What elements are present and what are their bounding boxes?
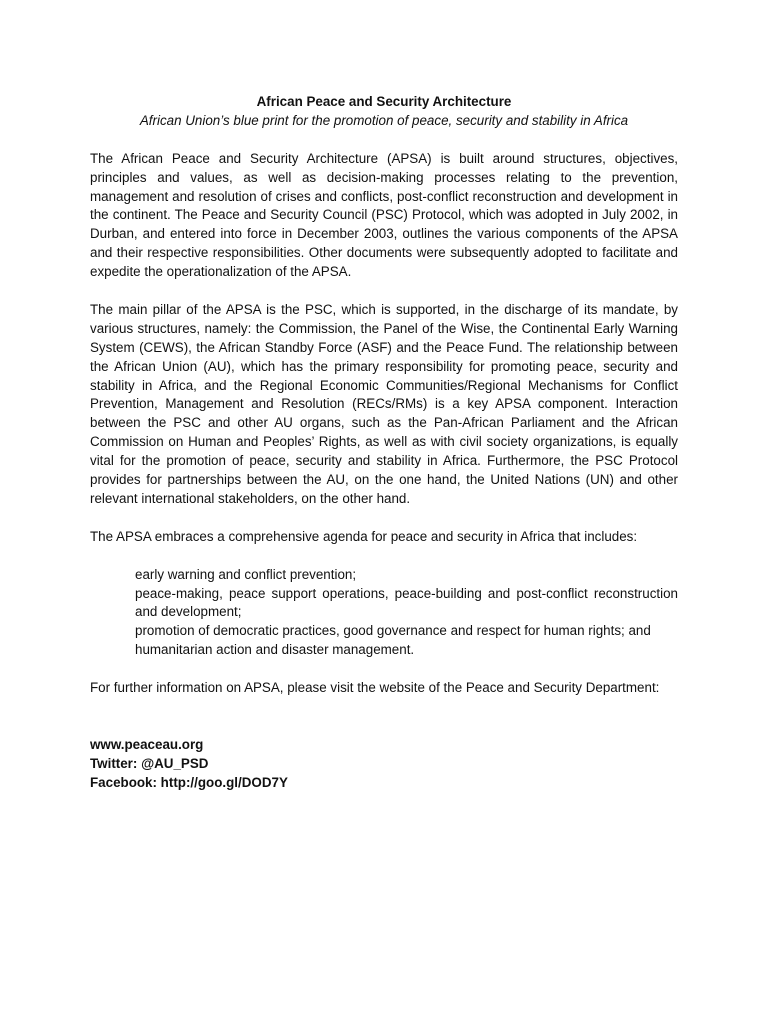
list-item: early warning and conflict prevention;: [135, 566, 357, 582]
spacer: [90, 698, 678, 717]
document-page: [90, 93, 678, 792]
spacer: [90, 509, 678, 528]
paragraph-main-pillar: The main pillar of the APSA is the PSC, which is supported, in the discharge of its mandate, by various structures, namely: the Commission, the Panel of the Wise, the Continental Early Warning System (CEWS), the African Standby Force (ASF) and the Peace Fund. The relationship between the African Union (AU), which has the primary responsibility for promoting peace, security and stability in Africa, and the Regional Economic Communities/Regional Mechanisms for Conflict Prevention, Management and Resolution (RECs/RMs) is a key APSA component. Interaction between the PSC and other AU organs, such as the Pan-African Parliament and the African Commission on Human and Peoples’ Rights, as well as with civil society organizations, is equally vital for the promotion of peace, security and stability in Africa. Furthermore, the PSC Protocol provides for partnerships between the AU, on the one hand, the United Nations (UN) and other relevant international stakeholders, on the other hand.: [90, 301, 678, 506]
contact-links: [90, 736, 678, 793]
paragraph-agenda-intro: The APSA embraces a comprehensive agenda for peace and security in Africa that includes:: [90, 528, 638, 544]
website-link[interactable]: www.peaceau.org: [90, 736, 204, 752]
spacer: [90, 282, 678, 301]
list-item: peace-making, peace support operations, peace-building and post-conflict reconstruction and development;: [135, 585, 678, 620]
paragraph-further-info: For further information on APSA, please visit the website of the Peace and Security Department:: [90, 680, 660, 696]
paragraph-intro: The African Peace and Security Architecture (APSA) is built around structures, objectives, principles and values, as well as decision-making processes relating to the prevention, management and resolution of crises and conflicts, post-conflict reconstruction and development in the continent. The Peace and Security Council (PSC) Protocol, which was adopted in July 2002, in Durban, and entered into force in December 2003, outlines the various components of the APSA and their respective responsibilities. Other documents were subsequently adopted to facilitate and expedite the operationalization of the APSA.: [90, 150, 678, 280]
spacer: [90, 717, 678, 736]
twitter-link[interactable]: Twitter: @AU_PSD: [90, 755, 209, 771]
list-item: humanitarian action and disaster management.: [135, 642, 415, 658]
spacer: [90, 660, 678, 679]
facebook-link[interactable]: Facebook: http://goo.gl/DOD7Y: [90, 774, 288, 790]
document-subtitle: African Union’s blue print for the promotion of peace, security and stability in Africa: [139, 112, 629, 128]
list-item: promotion of democratic practices, good governance and respect for human rights; and: [135, 623, 651, 639]
document-title: African Peace and Security Architecture: [256, 94, 512, 109]
spacer: [90, 131, 678, 150]
spacer: [90, 547, 678, 566]
agenda-list: [90, 566, 678, 661]
